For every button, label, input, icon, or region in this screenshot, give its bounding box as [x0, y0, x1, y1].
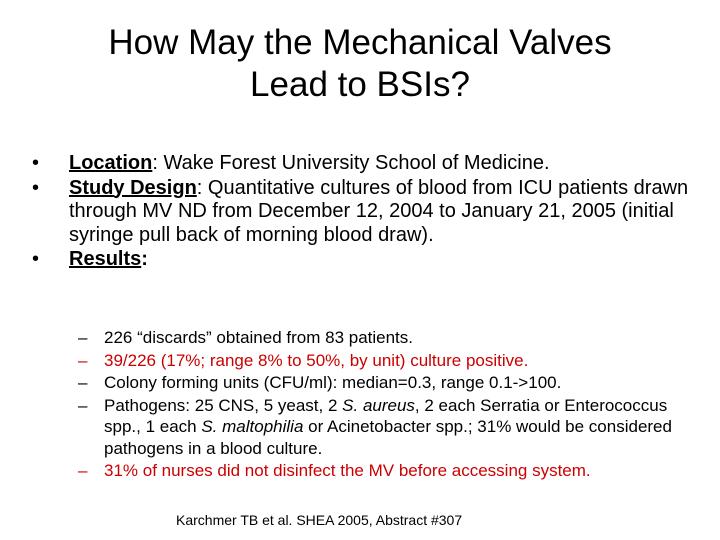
results-list: [78, 327, 708, 483]
bullet-text-location: : Wake Forest University School of Medicine.: [152, 152, 550, 174]
bullet-results: [32, 248, 712, 272]
bullet-marker: •: [32, 176, 40, 199]
result-item-cfu: [78, 372, 708, 394]
result-text: Colony forming units (CFU/ml): median=0.3, range 0.1->100.: [104, 373, 562, 392]
result-text-part: Pathogens: 25 CNS, 5 yeast, 2: [104, 395, 343, 415]
bullet-location: [32, 152, 712, 176]
result-item-culture-positive: [78, 350, 708, 372]
result-item-pathogens: [78, 395, 708, 460]
bullet-label-results: Results: [69, 248, 142, 270]
slide-title-line-1: How May the Mechanical Valves: [108, 23, 612, 62]
bullet-marker: •: [32, 152, 40, 174]
dash-marker: –: [78, 350, 88, 370]
bullet-study-design: [32, 177, 712, 248]
result-text-part: , 2 each Serratia or Enterococcus spp., 1 each: [104, 395, 668, 436]
slide-title-line-2: Lead to BSIs?: [250, 65, 470, 104]
bullet-label-study-design: Study Design: [69, 176, 197, 199]
dash-marker: –: [78, 328, 88, 347]
dash-marker: –: [78, 373, 88, 392]
slide-title: [0, 22, 720, 106]
dash-marker: –: [78, 395, 88, 415]
result-italic-s-maltophilia: S. maltophilia: [201, 417, 304, 436]
result-italic-s-aureus: S. aureus: [342, 395, 415, 415]
citation: Karchmer TB et al. SHEA 2005, Abstract #307: [176, 512, 463, 528]
result-text-part: or Acinetobacter spp.; 31% would be considered pathogens in a blood culture.: [104, 417, 672, 458]
result-text: 226 “discards” obtained from 83 patients.: [104, 328, 414, 347]
dash-marker: –: [78, 461, 88, 480]
bullet-marker: •: [32, 248, 40, 270]
bullet-text-results: :: [141, 248, 148, 270]
bullet-label-location: Location: [69, 152, 153, 174]
result-item-discards: [78, 327, 708, 349]
bullet-text-study-design: : Quantitative cultures of blood from ICU patients drawn through MV ND from December 12, 2004 to January 21, 2005 (initial syringe pull back of morning blood draw).: [69, 176, 689, 246]
result-text: 31% of nurses did not disinfect the MV before accessing system.: [104, 461, 591, 480]
result-item-nurses: [78, 460, 708, 482]
bullet-list: [32, 152, 712, 273]
result-text: 39/226 (17%; range 8% to 50%, by unit) culture positive.: [104, 350, 529, 370]
